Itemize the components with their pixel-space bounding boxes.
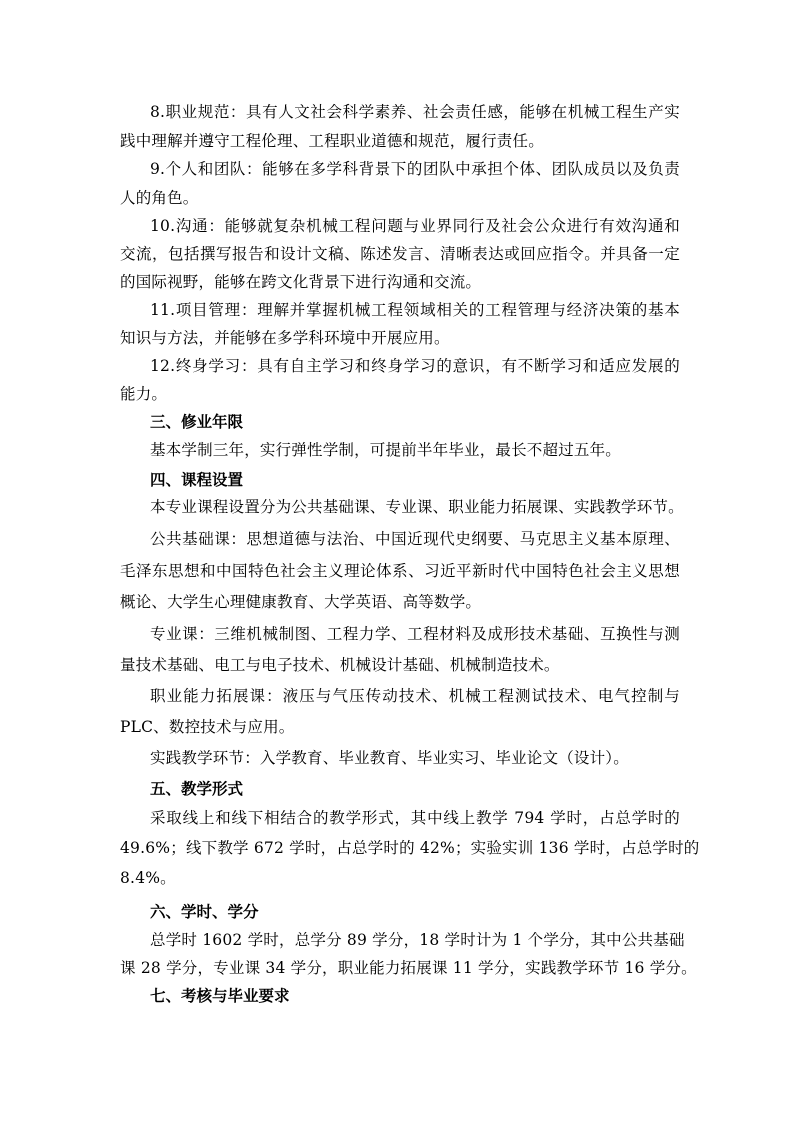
- item-10-line-1: 10.沟通：能够就复杂机械工程问题与业界同行及社会公众进行有效沟通和: [150, 217, 680, 235]
- section-5-heading: 五、教学形式: [150, 780, 244, 798]
- major-courses-line-1: 专业课：三维机械制图、工程力学、工程材料及成形技术基础、互换性与测: [150, 625, 680, 643]
- public-courses-line-2: 毛泽东思想和中国特色社会主义理论体系、习近平新时代中国特色社会主义思想: [120, 562, 680, 580]
- major-courses-line-2: 量技术基础、电工与电子技术、机械设计基础、机械制造技术。: [120, 656, 560, 674]
- item-9-line-1: 9.个人和团队：能够在多学科背景下的团队中承担个体、团队成员以及负责: [150, 160, 680, 178]
- section-4-intro: 本专业课程设置分为公共基础课、专业课、职业能力拓展课、实践教学环节。: [150, 498, 684, 516]
- item-12-line-1: 12.终身学习：具有自主学习和终身学习的意识，有不断学习和适应发展的: [150, 357, 680, 375]
- item-9-line-2: 人的角色。: [120, 189, 199, 207]
- section-6-line-1: 总学时 1602 学时，总学分 89 学分，18 学时计为 1 个学分，其中公共基础: [150, 931, 685, 949]
- item-8-line-2: 践中理解并遵守工程伦理、工程职业道德和规范，履行责任。: [120, 132, 544, 150]
- section-5-line-3: 8.4%。: [120, 869, 176, 887]
- item-12-line-2: 能力。: [120, 385, 168, 403]
- item-10-line-3: 的国际视野，能够在跨文化背景下进行沟通和交流。: [120, 273, 482, 291]
- public-courses-line-1: 公共基础课：思想道德与法治、中国近现代史纲要、马克思主义基本原理、: [150, 530, 680, 548]
- item-11-line-1: 11.项目管理：理解并掌握机械工程领域相关的工程管理与经济决策的基本: [150, 301, 680, 319]
- extension-courses-line-1: 职业能力拓展课：液压与气压传动技术、机械工程测试技术、电气控制与: [150, 687, 680, 705]
- section-5-line-2: 49.6%；线下教学 672 学时，占总学时的 42%；实验实训 136 学时，占总学时的: [120, 839, 700, 857]
- item-10-line-2: 交流，包括撰写报告和设计文稿、陈述发言、清晰表达或回应指令。并具备一定: [120, 245, 680, 263]
- extension-courses-line-2: PLC、数控技术与应用。: [120, 718, 295, 736]
- item-11-line-2: 知识与方法，并能够在多学科环境中开展应用。: [120, 329, 450, 347]
- item-8-line-1: 8.职业规范：具有人文社会科学素养、社会责任感，能够在机械工程生产实: [150, 103, 680, 121]
- public-courses-line-3: 概论、大学生心理健康教育、大学英语、高等数学。: [120, 593, 482, 611]
- section-4-heading: 四、课程设置: [150, 471, 244, 489]
- section-3-text: 基本学制三年，实行弹性学制，可提前半年毕业，最长不超过五年。: [150, 441, 622, 459]
- section-3-heading: 三、修业年限: [150, 413, 244, 431]
- section-7-heading: 七、考核与毕业要求: [150, 987, 290, 1005]
- section-6-line-2: 课 28 学分，专业课 34 学分，职业能力拓展课 11 学分，实践教学环节 16 学分。: [120, 959, 697, 977]
- practice-courses: 实践教学环节：入学教育、毕业教育、毕业实习、毕业论文（设计）。: [150, 749, 629, 767]
- section-6-heading: 六、学时、学分: [150, 903, 259, 921]
- section-5-line-1: 采取线上和线下相结合的教学形式，其中线上教学 794 学时，占总学时的: [150, 809, 680, 827]
